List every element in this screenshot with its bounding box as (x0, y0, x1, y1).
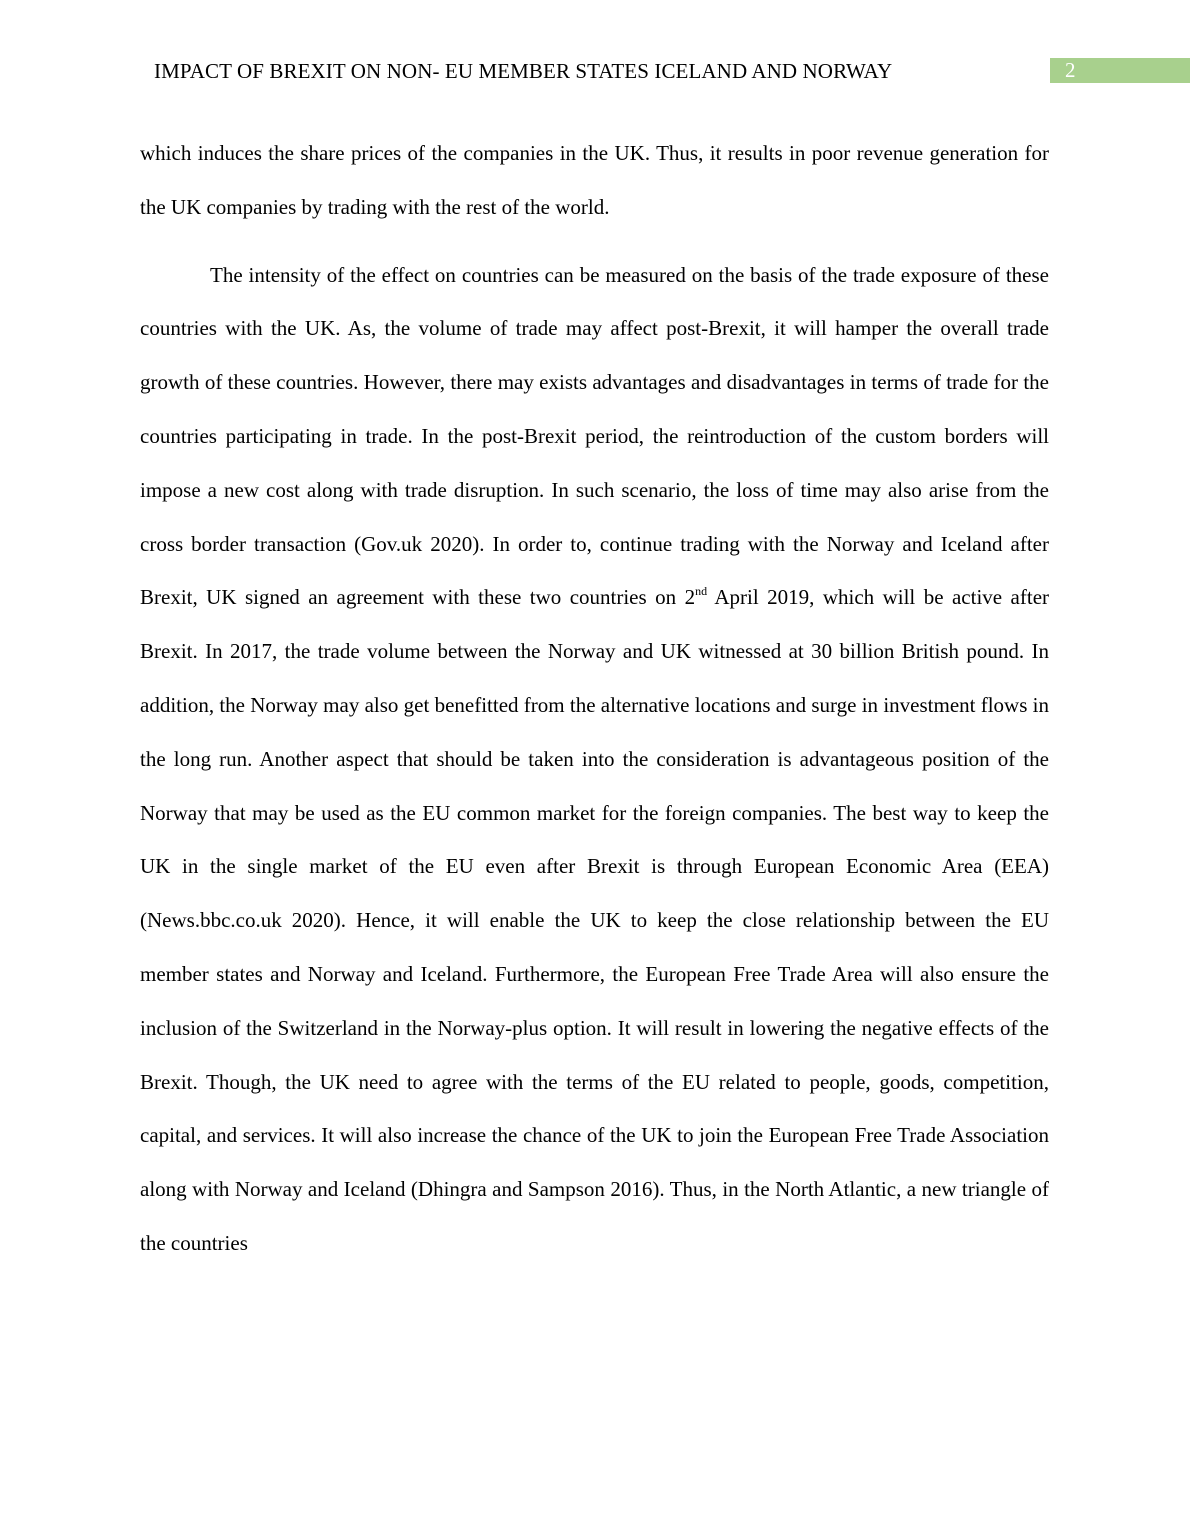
ordinal-superscript: nd (695, 584, 708, 599)
document-body (140, 127, 1049, 1271)
paragraph-trade-exposure (140, 249, 1049, 1271)
page-header (0, 56, 1190, 86)
running-head-title: IMPACT OF BREXIT ON NON- EU MEMBER STATES ICELAND AND NORWAY (154, 59, 893, 83)
page-number-box (1050, 58, 1190, 83)
paragraph-text-part-2: April 2019, which will be active after Brexit. In 2017, the trade volume between the Norway and UK witnessed at 30 billion British pound. In addition, the Norway may also get benefitted from the alternative locations and surge in investment flows in the long run. Another aspect that should be taken into the consideration is advantageous position of the Norway that may be used as the EU common market for the foreign companies. The best way to keep the UK in the single market of the EU even after Brexit is through European Economic Area (EEA) (News.bbc.co.uk 2020). Hence, it will enable the UK to keep the close relationship between the EU member states and Norway and Iceland. Furthermore, the European Free Trade Area will also ensure the inclusion of the Switzerland in the Norway-plus option. It will result in lowering the negative effects of the Brexit. Though, the UK need to agree with the terms of the EU related to people, goods, competition, capital, and services. It will also increase the chance of the UK to join the European Free Trade Association along with Norway and Iceland (Dhingra and Sampson 2016). Thus, in the North Atlantic, a new triangle of the countries (140, 585, 1050, 1255)
paragraph-continued: which induces the share prices of the companies in the UK. Thus, it results in poor revenue generation for the UK companies by trading with the rest of the world. (140, 141, 1049, 219)
paragraph-text-part-1: The intensity of the effect on countries can be measured on the basis of the trade exposure of these countries with the UK. As, the volume of trade may affect post-Brexit, it will hamper the overall trade growth of these countries. However, there may exists advantages and disadvantages in terms of trade for the countries participating in trade. In the post-Brexit period, the reintroduction of the custom borders will impose a new cost along with trade disruption. In such scenario, the loss of time may also arise from the cross border transaction (Gov.uk 2020). In order to, continue trading with the Norway and Iceland after Brexit, UK signed an agreement with these two countries on 2 (140, 262, 1049, 610)
page-number: 2 (1065, 58, 1076, 82)
